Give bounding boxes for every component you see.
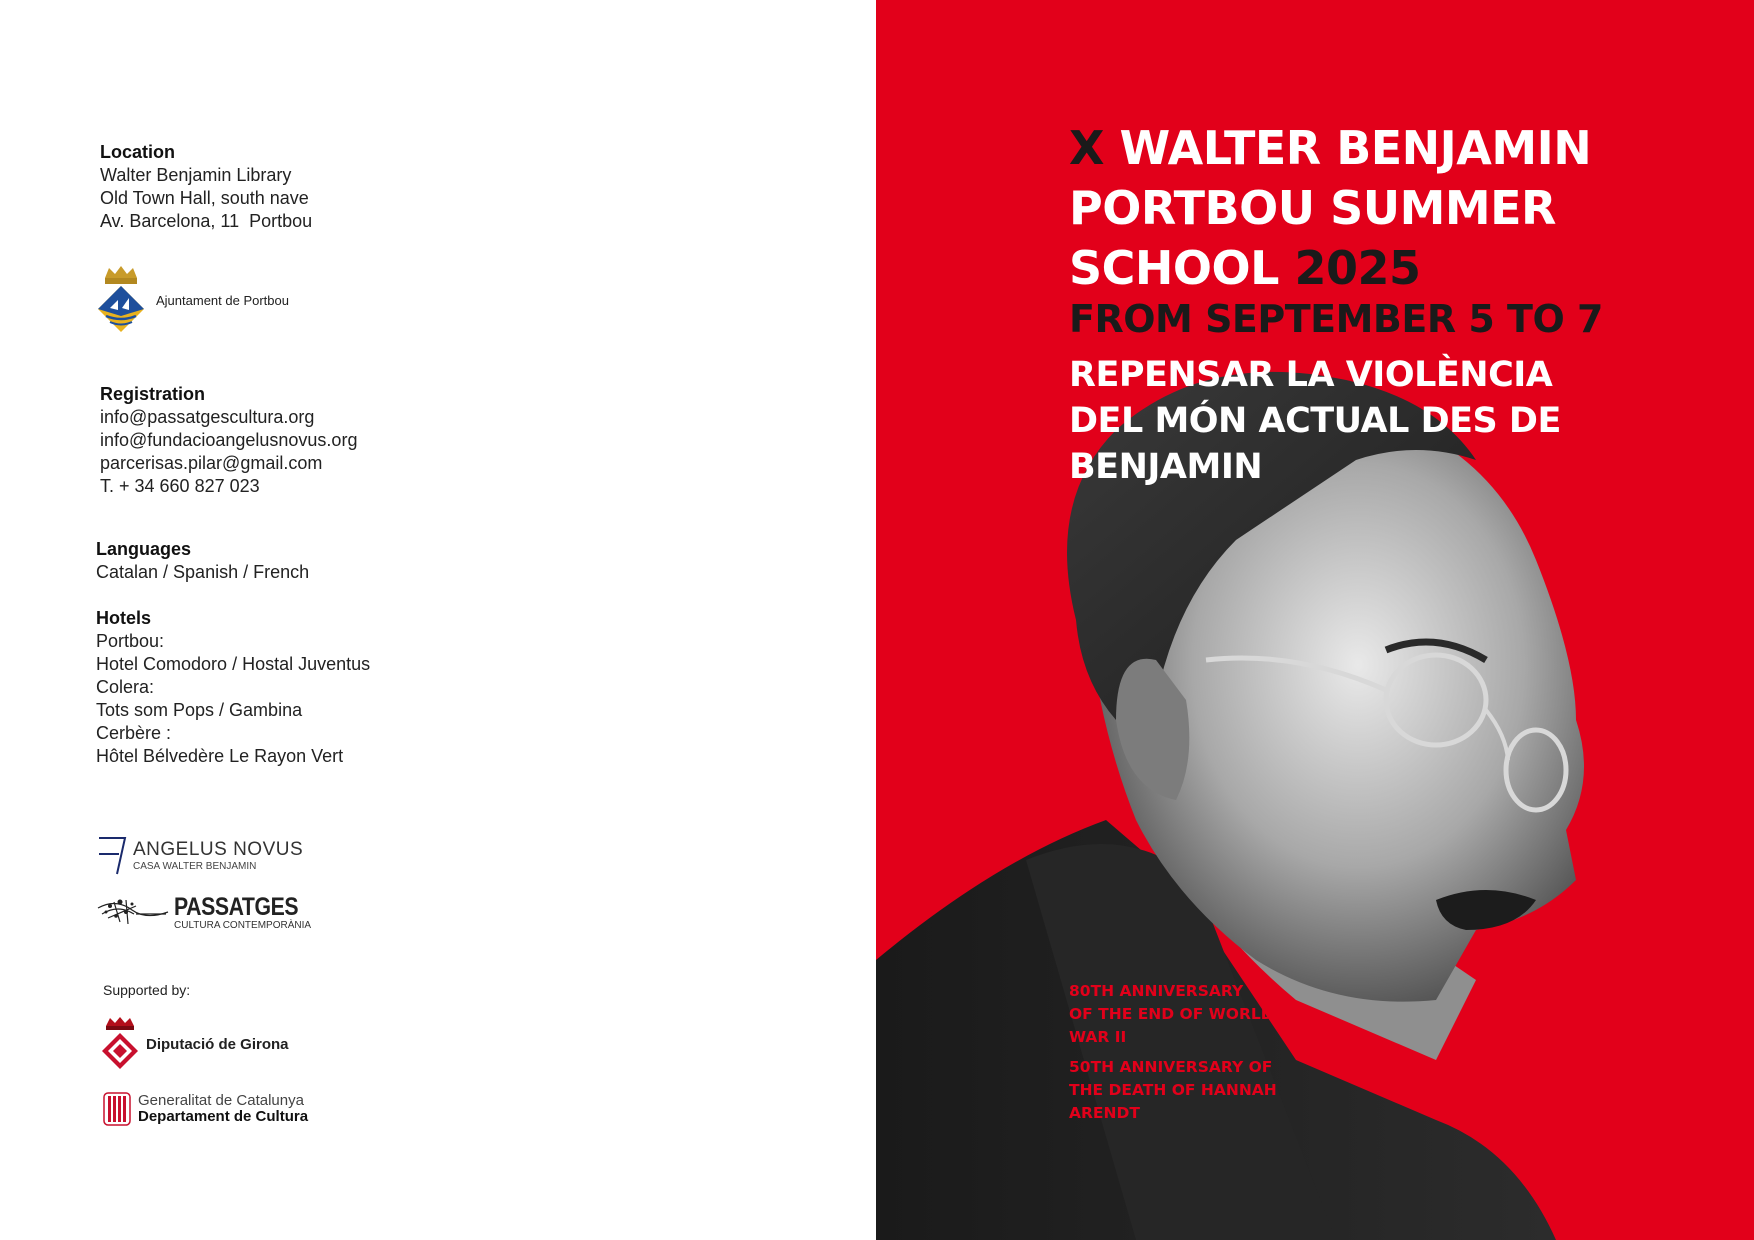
location-heading: Location xyxy=(100,142,175,162)
angelus-novus-subtitle: CASA WALTER BENJAMIN xyxy=(133,861,257,872)
hotels-line: Hôtel Bélvedère Le Rayon Vert xyxy=(96,746,344,766)
poster-subtitle-line: DEL MÓN ACTUAL DES DE xyxy=(1069,401,1561,441)
diputacio-girona-logo xyxy=(100,1016,289,1072)
registration-section xyxy=(100,383,357,498)
angelus-novus-mark-icon xyxy=(97,836,129,876)
poster-title-line: SCHOOL 2025 xyxy=(1069,241,1421,295)
passatges-tree-icon xyxy=(96,894,170,932)
poster-year: 2025 xyxy=(1294,241,1421,295)
hotels-line: Cerbère : xyxy=(96,723,172,743)
passatges-name: PASSATGES xyxy=(174,893,299,921)
edition-number: X xyxy=(1069,121,1104,175)
anniversary-ww2: 80TH ANNIVERSARY OF THE END OF WORLD WAR II xyxy=(1069,982,1274,1046)
languages-heading: Languages xyxy=(96,539,192,559)
registration-heading: Registration xyxy=(100,384,206,404)
hotels-line: Colera: xyxy=(96,677,155,697)
hotels-section xyxy=(96,607,370,768)
poster-dates: FROM SEPTEMBER 5 TO 7 xyxy=(1069,297,1603,341)
hotels-line: Hotel Comodoro / Hostal Juventus xyxy=(96,654,371,674)
diputacio-name: Diputació de Girona xyxy=(146,1035,289,1053)
portbou-logo-label: Ajuntament de Portbou xyxy=(156,292,289,308)
poster-title xyxy=(1069,118,1689,298)
generalitat-flag-icon xyxy=(103,1092,131,1126)
angelus-novus-name: ANGELUS NOVUS xyxy=(133,839,304,860)
poster-subtitle-line: BENJAMIN xyxy=(1069,447,1263,487)
registration-email[interactable]: info@fundacioangelusnovus.org xyxy=(100,430,358,450)
poster-subtitle xyxy=(1069,352,1629,490)
anniversary-arendt: 50TH ANNIVERSARY OF THE DEATH OF HANNAH ARENDT xyxy=(1069,1058,1277,1122)
hotels-line: Tots som Pops / Gambina xyxy=(96,700,303,720)
generalitat-line2: Departament de Cultura xyxy=(138,1108,309,1125)
poster-title-line: X WALTER BENJAMIN xyxy=(1069,121,1592,175)
supported-by-label: Supported by: xyxy=(103,982,191,998)
diputacio-crest-icon xyxy=(100,1016,140,1072)
registration-phone: T. + 34 660 827 023 xyxy=(100,476,260,496)
location-section xyxy=(100,141,312,233)
passatges-logo xyxy=(96,894,320,932)
hotels-line: Portbou: xyxy=(96,631,165,651)
location-line: Old Town Hall, south nave xyxy=(100,188,309,208)
hotels-heading: Hotels xyxy=(96,608,152,628)
passatges-subtitle: CULTURA CONTEMPORÀNIA xyxy=(174,920,312,931)
registration-email[interactable]: info@passatgescultura.org xyxy=(100,407,315,427)
angelus-novus-logo xyxy=(97,836,303,876)
languages-section xyxy=(96,538,309,584)
location-line: Walter Benjamin Library xyxy=(100,165,292,185)
poster-subtitle-line: REPENSAR LA VIOLÈNCIA xyxy=(1069,355,1553,395)
generalitat-line1: Generalitat de Catalunya xyxy=(138,1092,304,1110)
portbou-coat-of-arms-icon xyxy=(96,264,146,336)
poster-title-line: PORTBOU SUMMER xyxy=(1069,181,1556,235)
languages-line: Catalan / Spanish / French xyxy=(96,562,310,582)
generalitat-logo xyxy=(103,1092,308,1126)
registration-email[interactable]: parcerisas.pilar@gmail.com xyxy=(100,453,323,473)
location-line: Av. Barcelona, 11 Portbou xyxy=(100,211,313,231)
portbou-logo xyxy=(96,264,289,336)
